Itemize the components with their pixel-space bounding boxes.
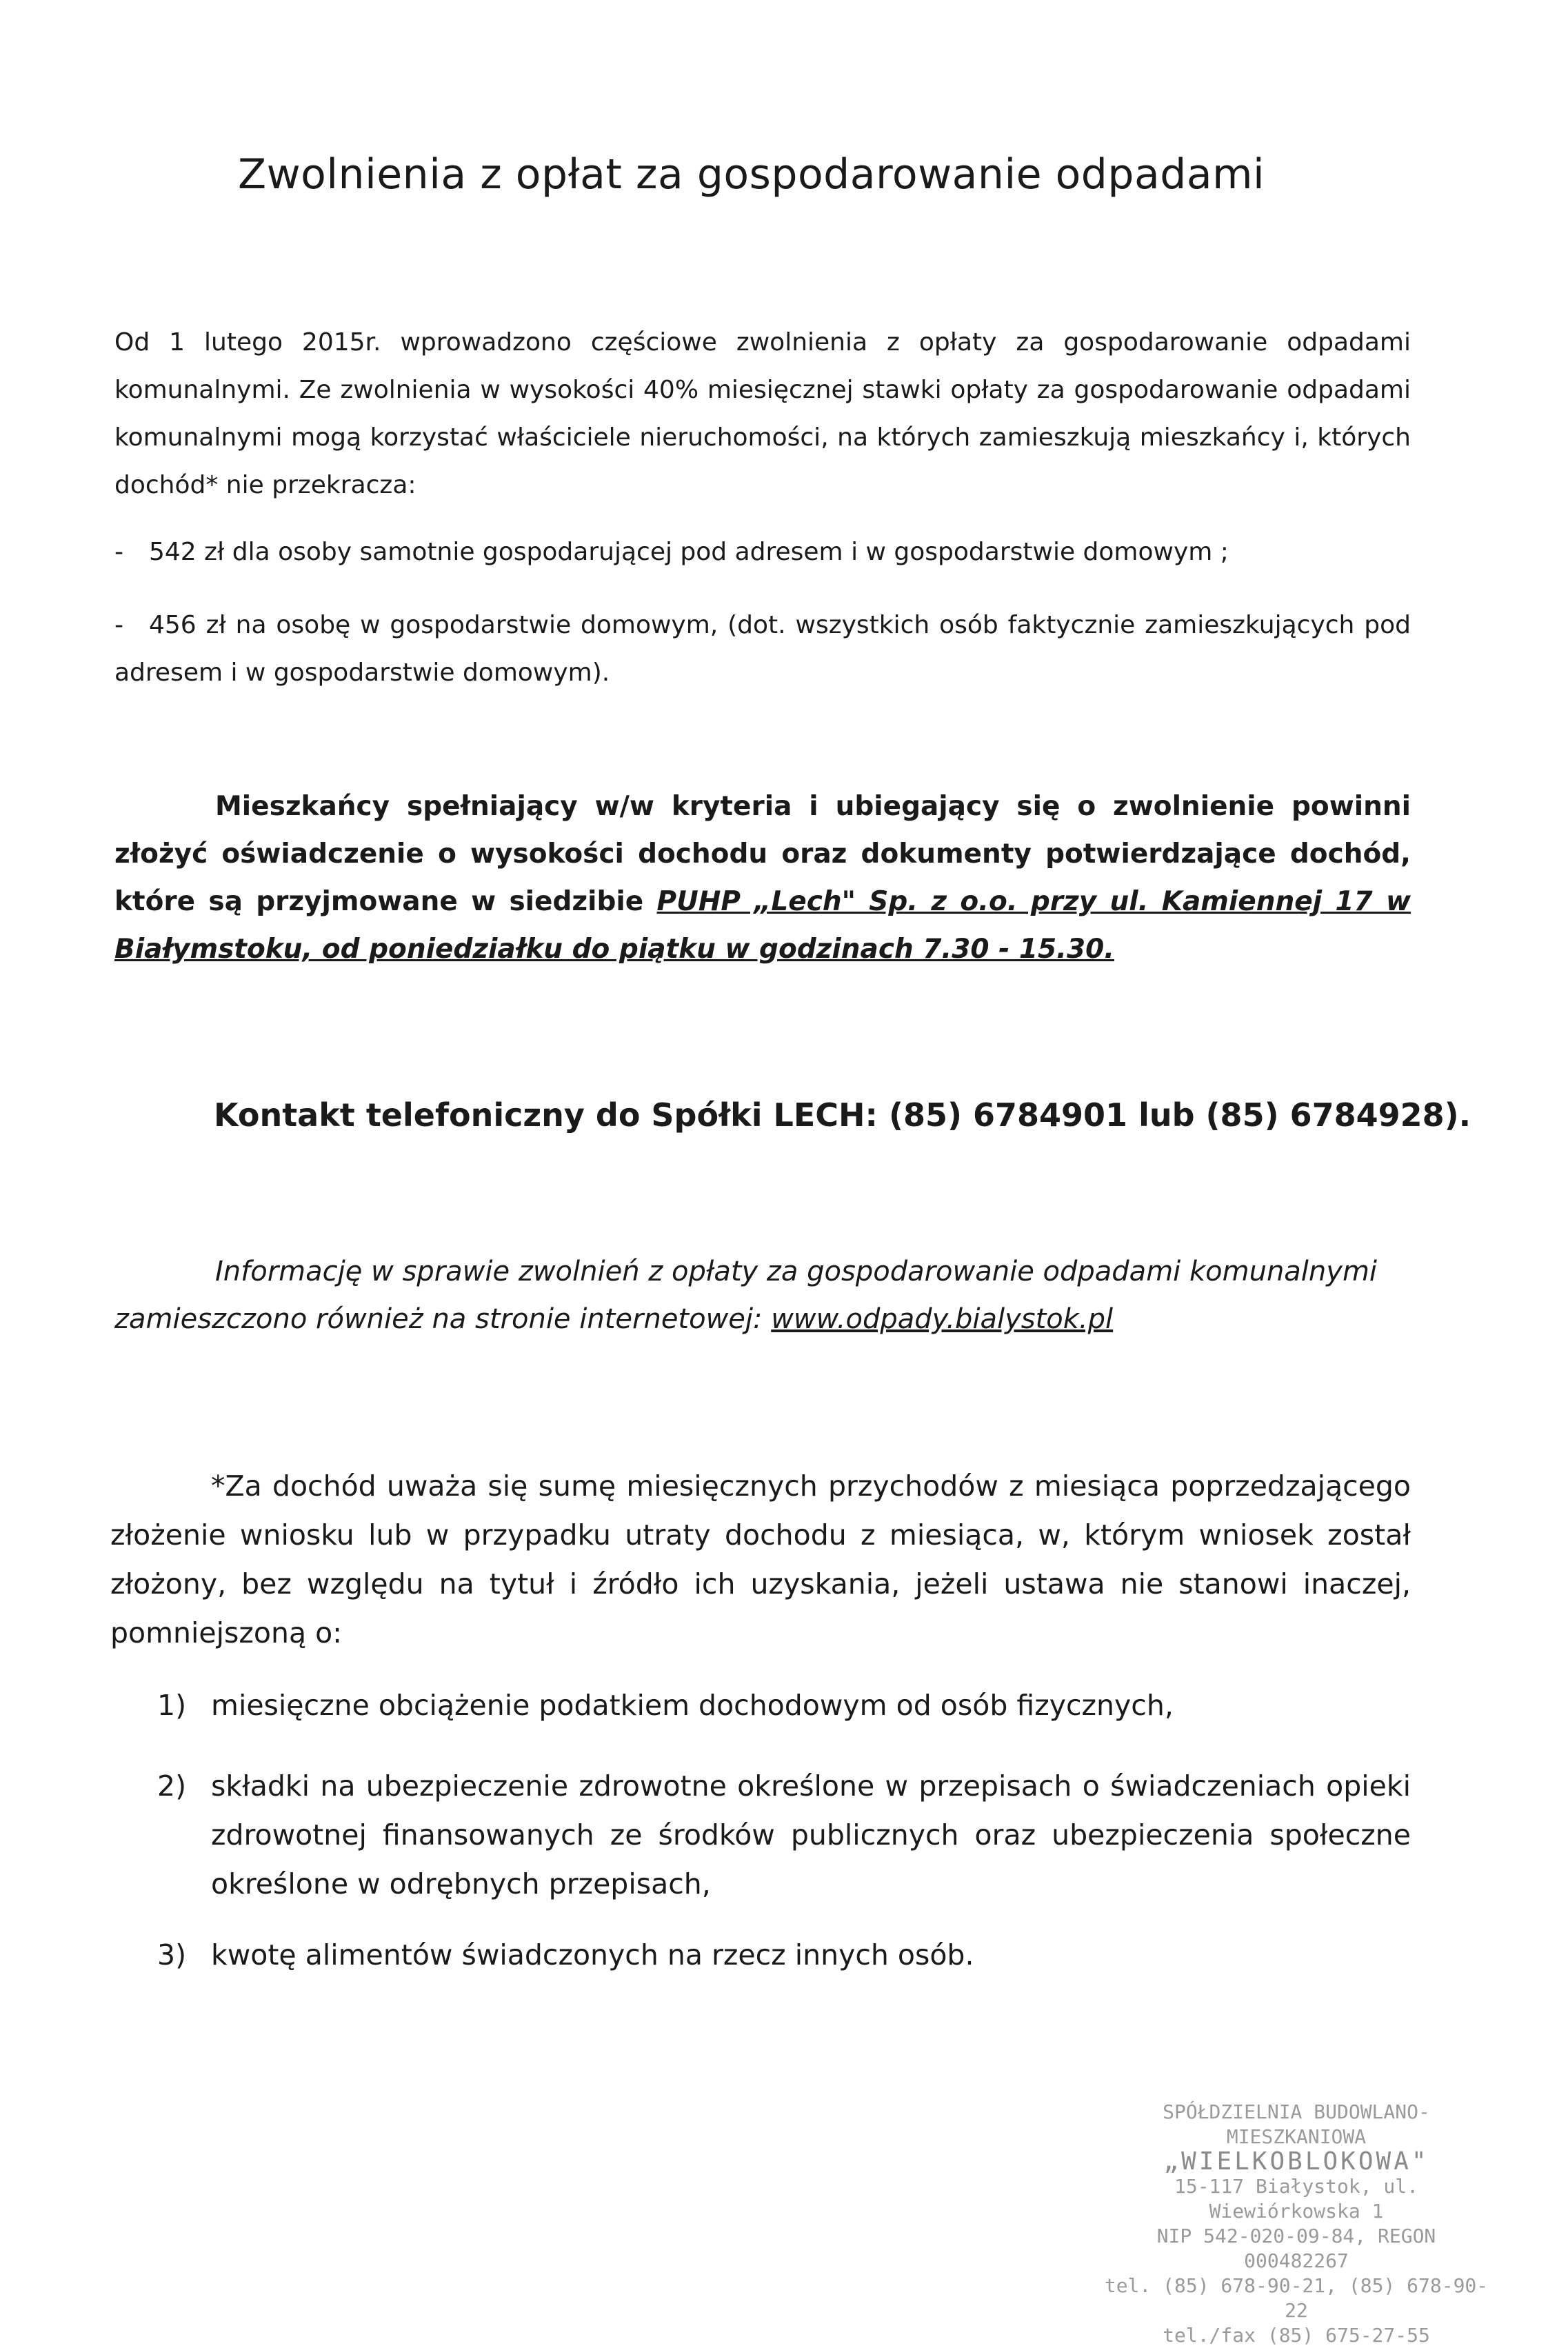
info-paragraph — [114, 1248, 1411, 1343]
organization-stamp — [1103, 2100, 1489, 2348]
deduction-list — [110, 1762, 1411, 1909]
stamp-line: tel. (85) 678-90-21, (85) 678-90-22 — [1104, 2274, 1489, 2322]
deduction-list — [110, 1931, 1411, 1980]
bullet-item — [114, 601, 1411, 696]
footnote-text: *Za dochód uważa się sumę miesięcznych przychodów z miesiąca poprzedzającego złożenie wniosku lub w przypadku utraty dochodu z miesiąca, w, którym wniosek został złożony, bez względu na tytuł i źródło ich uzyskania, jeżeli ustawa nie stanowi inaczej, pomniejszoną o: — [110, 1469, 1411, 1649]
stamp-line: „WIELKOBLOKOWA" — [1163, 2147, 1429, 2176]
list-item — [110, 1931, 1411, 1980]
list-number: 2) — [157, 1769, 187, 1803]
intro-paragraph: Od 1 lutego 2015r. wprowadzono częściowe zwolnienia z opłaty za gospodarowanie odpadami komunalnymi. Ze zwolnienia w wysokości 40% miesięcznej stawki opłaty za gospodarowanie odpadami komunalnymi mogą korzystać właściciele nieruchomości, na których zamieszkują mieszkańcy i, których dochód* nie przekracza: — [114, 328, 1411, 499]
notice-paragraph — [114, 783, 1411, 973]
list-text: kwotę alimentów świadczonych na rzecz innych osób. — [211, 1938, 974, 1971]
stamp-line: SPÓŁDZIELNIA BUDOWLANO-MIESZKANIOWA — [1163, 2100, 1430, 2148]
list-number: 1) — [157, 1689, 187, 1722]
list-text: składki na ubezpieczenie zdrowotne określone w przepisach o świadczeniach opieki zdrowotnej finansowanych ze środków publicznych oraz ubezpieczenia społeczne określone w odrębnych przepisach, — [211, 1769, 1411, 1900]
stamp-line: tel./fax (85) 675-27-55 — [1163, 2324, 1430, 2347]
income-definition-footnote — [110, 1462, 1411, 1658]
notice-text: Mieszkańcy spełniający w/w kryteria i ubiegający się o zwolnienie powinni złożyć oświadczenie o wysokości dochodu oraz dokumenty potwierdzające dochód, które są przyjmowane w siedzibie — [114, 791, 1411, 917]
dash-marker: - — [114, 538, 123, 566]
bullet-text: 542 zł dla osoby samotnie gospodarującej pod adresem i w gospodarstwie domowym ; — [149, 538, 1229, 566]
list-number: 3) — [157, 1938, 187, 1971]
bullet-text: 456 zł na osobę w gospodarstwie domowym, (dot. wszystkich osób faktycznie zamieszkujących pod adresem i w gospodarstwie domowym). — [114, 611, 1411, 687]
list-item — [110, 1762, 1411, 1909]
list-text: miesięczne obciążenie podatkiem dochodowym od osób fizycznych, — [211, 1689, 1174, 1722]
page-title: Zwolnienia z opłat za gospodarowanie odpadami — [238, 150, 1265, 199]
deduction-list — [110, 1681, 1411, 1730]
stamp-line: NIP 542-020-09-84, REGON 000482267 — [1156, 2225, 1436, 2272]
bullet-item — [114, 528, 1411, 576]
list-item — [110, 1681, 1411, 1730]
contact-phone: Kontakt telefoniczny do Spółki LECH: (85) 6784901 lub (85) 6784928). — [214, 1096, 1471, 1134]
website-link[interactable]: www.odpady.bialystok.pl — [771, 1303, 1114, 1335]
office-address-hours: PUHP „Lech" Sp. z o.o. przy ul. Kamiennej 17 w Białymstoku, od poniedziałku do piątku w godzinach 7.30 - 15.30. — [114, 886, 1411, 965]
dash-marker: - — [114, 611, 123, 639]
info-text: Informację w sprawie zwolnień z opłaty za gospodarowanie odpadami komunalnymi zamieszczono również na stronie internetowej: — [114, 1256, 1378, 1335]
stamp-line: 15-117 Białystok, ul. Wiewiórkowska 1 — [1174, 2175, 1418, 2222]
